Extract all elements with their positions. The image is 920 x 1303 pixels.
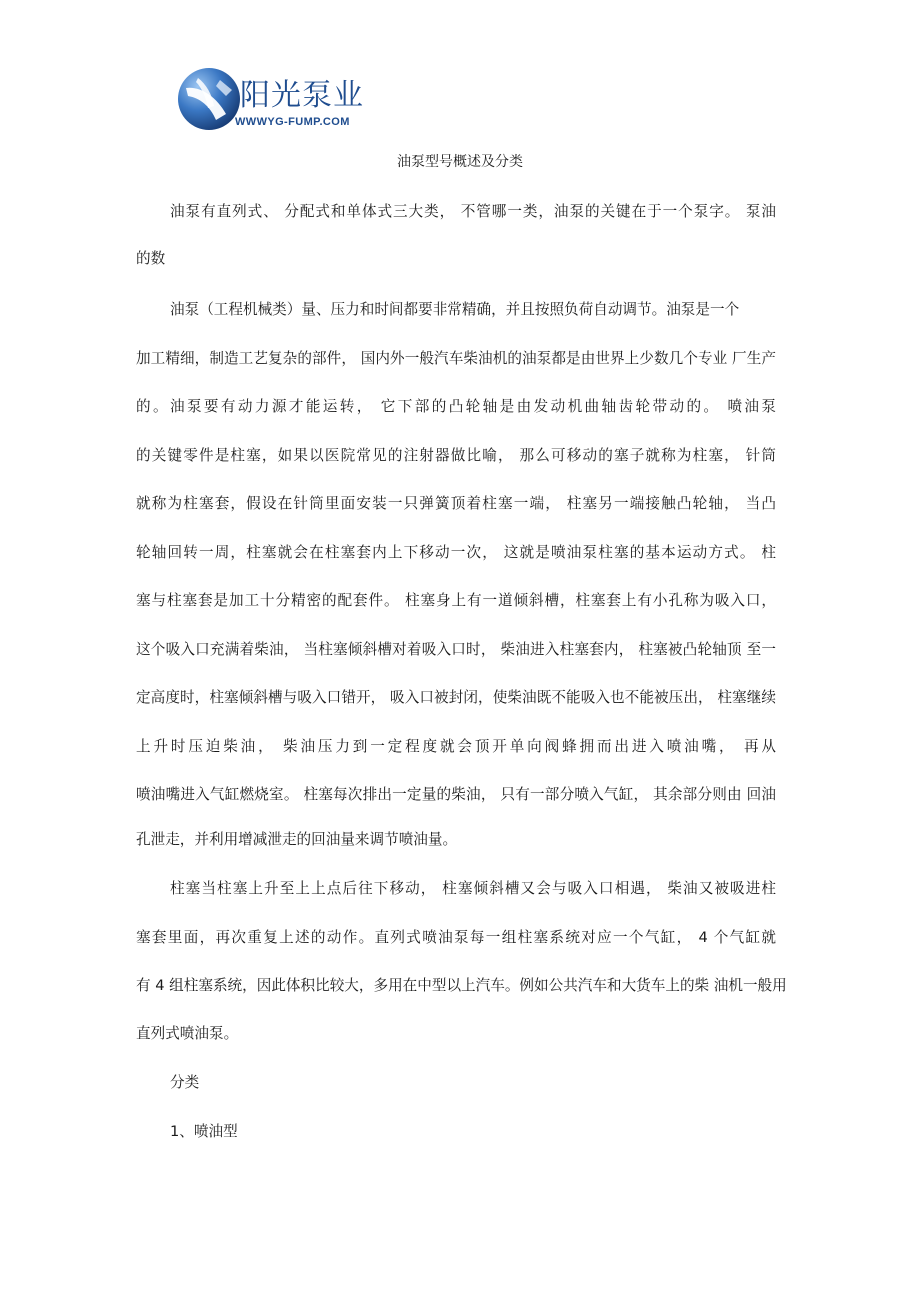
section-heading: 分类	[170, 1074, 200, 1091]
paragraph-2-line-4: 的关键零件是柱塞，如果以医院常见的注射器做比喻， 那么可移动的塞子就称为柱塞， 针筒	[136, 447, 776, 464]
paragraph-2-line-2: 加工精细，制造工艺复杂的部件， 国内外一般汽车柴油机的油泵都是由世界上少数几个专业 厂生产	[136, 350, 776, 367]
paragraph-2-line-10: 上升时压迫柴油， 柴油压力到一定程度就会顶开单向阀蜂拥而出进入喷油嘴， 再从	[136, 738, 776, 755]
company-url: WWWYG-FUMP.COM	[235, 116, 350, 128]
paragraph-3-line-2: 塞套里面，再次重复上述的动作。直列式喷油泵每一组柱塞系统对应一个气缸， 4 个气缸就	[136, 929, 776, 946]
paragraph-2-line-9: 定高度时，柱塞倾斜槽与吸入口错开， 吸入口被封闭，使柴油既不能吸入也不能被压出， 柱塞继续	[136, 689, 776, 706]
paragraph-2-line-3: 的。油泵要有动力源才能运转， 它下部的凸轮轴是由发动机曲轴齿轮带动的。 喷油泵	[136, 398, 776, 415]
subsection-heading: 1、喷油型	[170, 1123, 238, 1140]
paragraph-3-line-3: 有 4 组柱塞系统，因此体积比较大，多用在中型以上汽车。例如公共汽车和大货车上的柴 油机一般用	[136, 977, 787, 994]
company-logo	[176, 66, 376, 134]
paragraph-1-line-1: 油泵有直列式、 分配式和单体式三大类， 不管哪一类，油泵的关键在于一个泵字。 泵油	[170, 203, 776, 220]
paragraph-3-line-1: 柱塞当柱塞上升至上上点后往下移动， 柱塞倾斜槽又会与吸入口相遇， 柴油又被吸进柱	[170, 880, 776, 897]
sphere-logo-icon	[176, 66, 242, 132]
paragraph-2-line-5: 就称为柱塞套，假设在针筒里面安装一只弹簧顶着柱塞一端， 柱塞另一端接触凸轮轴， 当凸	[136, 495, 776, 512]
paragraph-3-line-4: 直列式喷油泵。	[136, 1025, 239, 1042]
paragraph-2-line-8: 这个吸入口充满着柴油， 当柱塞倾斜槽对着吸入口时， 柴油进入柱塞套内， 柱塞被凸轮轴顶 至一	[136, 641, 776, 658]
paragraph-1-line-2: 的数	[136, 250, 166, 267]
paragraph-2-line-1: 油泵（工程机械类）量、压力和时间都要非常精确，并且按照负荷自动调节。油泵是一个	[170, 301, 740, 318]
company-name: 阳光泵业	[240, 78, 364, 113]
document-title: 油泵型号概述及分类	[397, 154, 523, 170]
paragraph-2-line-11: 喷油嘴进入气缸燃烧室。 柱塞每次排出一定量的柴油， 只有一部分喷入气缸， 其余部分则由 回油	[136, 786, 776, 803]
paragraph-2-line-7: 塞与柱塞套是加工十分精密的配套件。 柱塞身上有一道倾斜槽，柱塞套上有小孔称为吸入口，	[136, 592, 776, 609]
paragraph-2-line-6: 轮轴回转一周，柱塞就会在柱塞套内上下移动一次， 这就是喷油泵柱塞的基本运动方式。 柱	[136, 544, 776, 561]
paragraph-2-line-12: 孔泄走，并利用增减泄走的回油量来调节喷油量。	[136, 831, 458, 848]
